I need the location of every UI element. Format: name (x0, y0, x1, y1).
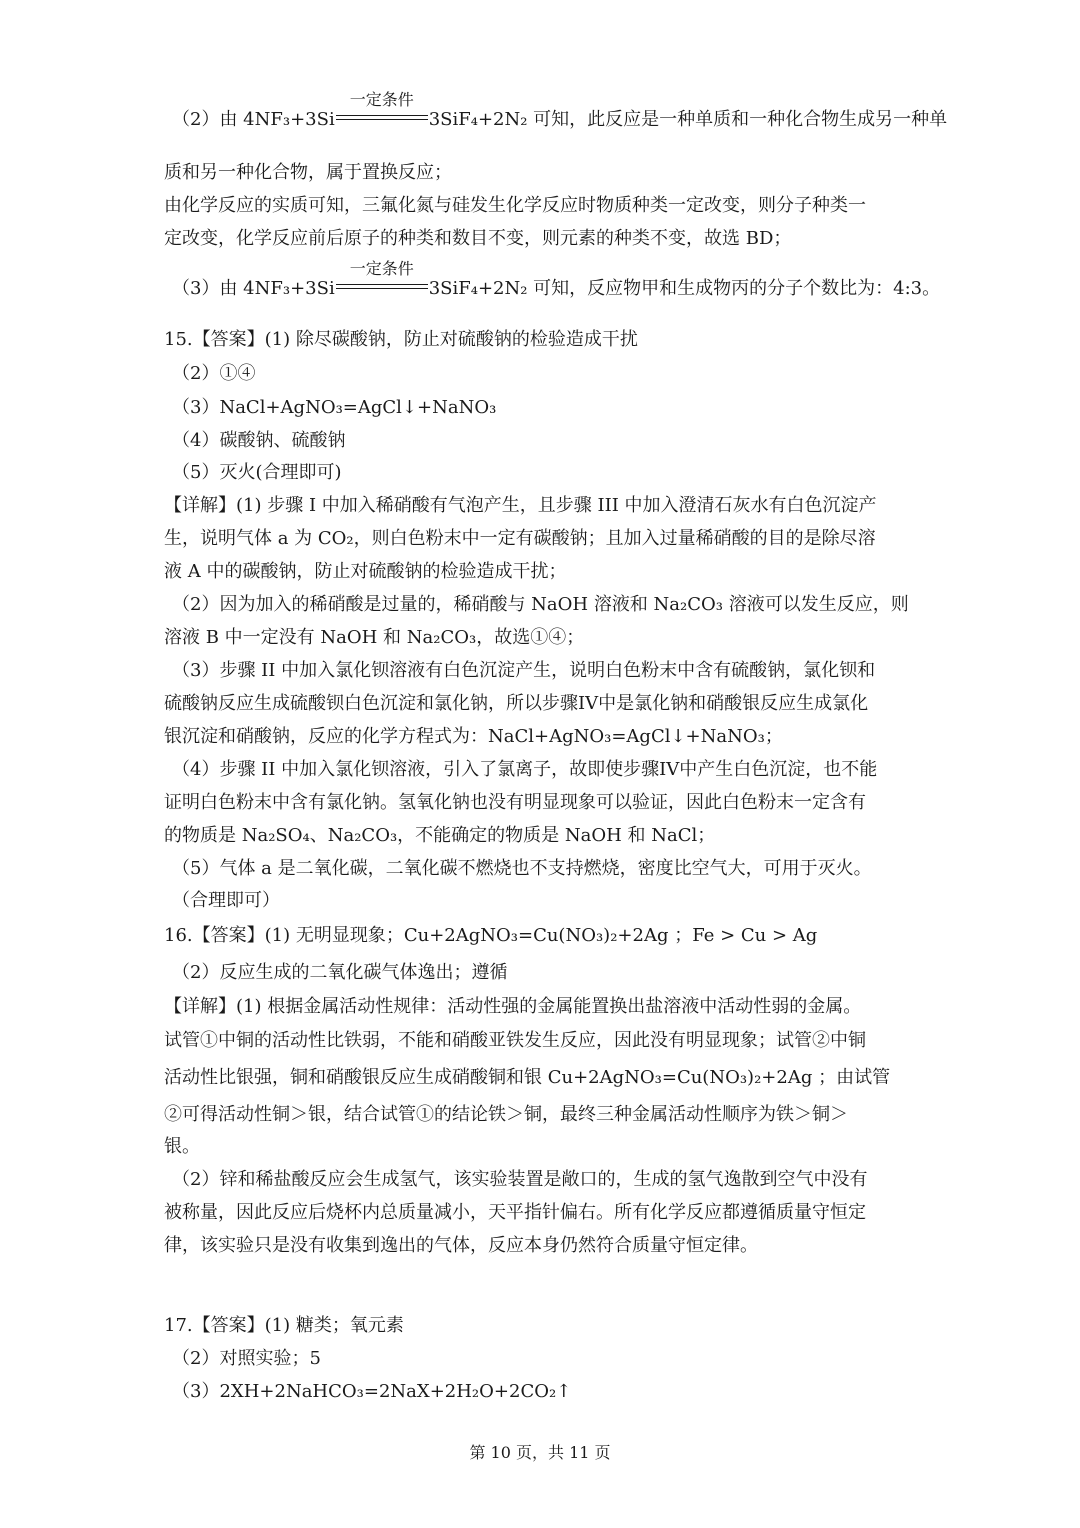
q16-detail-6: （2）锌和稀盐酸反应会生成氢气，该实验装置是敞口的，生成的氢气逸散到空气中没有 (172, 1169, 868, 1190)
q15-detail-5: 溶液 B 中一定没有 NaOH 和 Na₂CO₃，故选①④； (164, 627, 585, 648)
q14-part3-line (172, 259, 941, 301)
q14-part2-line2: 质和另一种化合物，属于置换反应； (164, 162, 452, 183)
q17-answer-2: （2）对照实验；5 (172, 1348, 321, 1369)
q14-part2-line4: 定改变，化学反应前后原子的种类和数目不变，则元素的种类不变，故选 BD； (164, 228, 792, 249)
reaction-condition-text: 一定条件 (349, 259, 414, 278)
q15-detail-9: （4）步骤 II 中加入氯化钡溶液，引入了氯离子，故即使步骤IV中产生白色沉淀，也不能 (172, 759, 878, 780)
q16-detail-8: 律，该实验只是没有收集到逸出的气体，反应本身仍然符合质量守恒定律。 (164, 1235, 758, 1256)
q15-answer-2: （2）①④ (172, 363, 256, 384)
q15-detail-3: 液 A 中的碳酸钠，防止对硫酸钠的检验造成干扰； (164, 561, 567, 582)
page-number-footer: 第 10 页，共 11 页 (469, 1443, 611, 1462)
q15-answer-4: （4）碳酸钠、硫酸钠 (172, 430, 346, 451)
q14-part2-line3: 由化学反应的实质可知，三氟化氮与硅发生化学反应时物质种类一定改变，则分子种类一 (164, 195, 866, 216)
q17-answer-3: （3）2XH+2NaHCO₃=2NaX+2H₂O+2CO₂↑ (172, 1381, 572, 1402)
q15-detail-6: （3）步骤 II 中加入氯化钡溶液有白色沉淀产生，说明白色粉末中含有硫酸钠，氯化钡和 (172, 660, 876, 681)
q16-detail-5: 银。 (164, 1136, 200, 1157)
q16-detail-1: 【详解】(1) 根据金属活动性规律：活动性强的金属能置换出盐溶液中活动性弱的金属。 (164, 996, 862, 1017)
q14-part2-pre: （2）由 4NF₃+3Si (172, 109, 335, 130)
q16-detail-4: ②可得活动性铜＞银，结合试管①的结论铁＞铜，最终三种金属活动性顺序为铁＞铜＞ (164, 1104, 848, 1125)
q15-detail-4: （2）因为加入的稀硝酸是过量的，稀硝酸与 NaOH 溶液和 Na₂CO₃ 溶液可以发生反应，则 (172, 594, 909, 615)
q14-part2-post: 3SiF₄+2N₂ 可知，此反应是一种单质和一种化合物生成另一种单 (428, 109, 948, 130)
q15-detail-8: 银沉淀和硝酸钠，反应的化学方程式为：NaCl+AgNO₃=AgCl↓+NaNO₃； (164, 726, 783, 747)
q15-answer-3: （3）NaCl+AgNO₃=AgCl↓+NaNO₃ (172, 397, 497, 418)
q16-detail-2: 试管①中铜的活动性比铁弱，不能和硝酸亚铁发生反应，因此没有明显现象；试管②中铜 (164, 1030, 866, 1051)
q14-part3-post: 3SiF₄+2N₂ 可知，反应物甲和生成物丙的分子个数比为：4:3。 (428, 278, 941, 299)
reaction-condition-sign (336, 259, 428, 301)
q15-detail-1: 【详解】(1) 步骤 I 中加入稀硝酸有气泡产生，且步骤 III 中加入澄清石灰水有白色沉淀产 (164, 495, 877, 516)
q15-answer-1: 15.【答案】(1) 除尽碳酸钠，防止对硫酸钠的检验造成干扰 (164, 329, 638, 350)
q15-detail-10: 证明白色粉末中含有氯化钠。氢氧化钠也没有明显现象可以验证，因此白色粉末一定含有 (164, 792, 866, 813)
q15-detail-13: （合理即可） (172, 890, 280, 911)
q15-detail-7: 硫酸钠反应生成硫酸钡白色沉淀和氯化钠，所以步骤IV中是氯化钠和硝酸银反应生成氯化 (164, 693, 869, 714)
reaction-condition-text: 一定条件 (349, 90, 414, 109)
q14-part3-pre: （3）由 4NF₃+3Si (172, 278, 335, 299)
q14-part2-line1 (172, 90, 948, 132)
q17-answer-1: 17.【答案】(1) 糖类；氧元素 (164, 1315, 404, 1336)
q15-detail-2: 生，说明气体 a 为 CO₂，则白色粉末中一定有碳酸钠；且加入过量稀硝酸的目的是除尽溶 (164, 528, 876, 549)
q16-detail-7: 被称量，因此反应后烧杯内总质量减小，天平指针偏右。所有化学反应都遵循质量守恒定 (164, 1202, 866, 1223)
q16-answer-2: （2）反应生成的二氧化碳气体逸出；遵循 (172, 962, 508, 983)
q16-detail-3: 活动性比银强，铜和硝酸银反应生成硝酸铜和银 Cu+2AgNO₃=Cu(NO₃)₂+2Ag ；由试管 (164, 1067, 891, 1088)
q15-answer-5: （5）灭火(合理即可) (172, 462, 342, 483)
reaction-condition-sign (336, 90, 428, 132)
q15-detail-12: （5）气体 a 是二氧化碳，二氧化碳不燃烧也不支持燃烧，密度比空气大，可用于灭火。 (172, 858, 872, 879)
q15-detail-11: 的物质是 Na₂SO₄、Na₂CO₃，不能确定的物质是 NaOH 和 NaCl； (164, 825, 716, 846)
q16-answer-1: 16.【答案】(1) 无明显现象；Cu+2AgNO₃=Cu(NO₃)₂+2Ag ；Fe > Cu > Ag (164, 925, 818, 946)
